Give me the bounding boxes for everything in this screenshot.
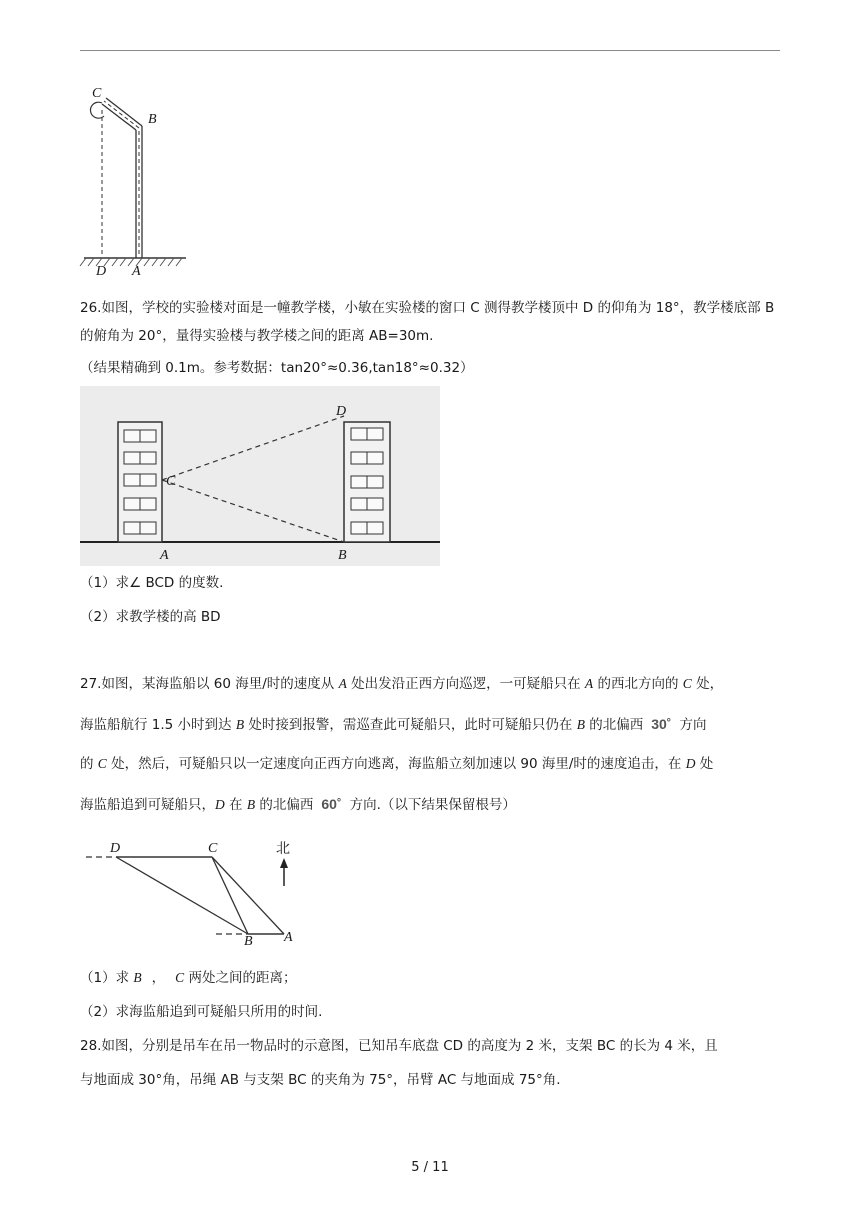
figure-q25	[78, 86, 198, 286]
q26-text: 26.如图，学校的实验楼对面是一幢教学楼，小敏在实验楼的窗口 C 测得教学楼顶中 D 的仰角为 18°，教学楼底部 B 的俯角为 20°，量得实验楼与教学楼之间的距离 AB=30m.	[80, 300, 775, 344]
fig26-label-b: B	[338, 548, 347, 563]
q27-line4: 海监船追到可疑船只，D 在 B 的北偏西 60˚ 方向.（以下结果保留根号）	[80, 796, 516, 813]
page-number: 5 / 11	[411, 1160, 449, 1175]
header-rule	[80, 50, 780, 51]
q26-note: （结果精确到 0.1m。参考数据：tan20°≈0.36,tan18°≈0.32）	[80, 360, 474, 376]
q26-sub2: （2）求教学楼的高 BD	[80, 609, 221, 625]
fig27-label-a: A	[284, 930, 293, 945]
angle-30: 30˚	[651, 716, 672, 732]
fig27-label-b: B	[244, 934, 253, 949]
fig26-label-d: D	[336, 404, 347, 419]
fig25-label-b: B	[148, 112, 157, 127]
fig26-label-a: A	[160, 548, 169, 563]
figure-q26	[80, 386, 440, 566]
q27-line3: 的 C 处，然后，可疑船只以一定速度向正西方向逃离，海监船立刻加速以 90 海里/时的速度追击，在 D 处	[80, 756, 714, 772]
q27-line2: 海监船航行 1.5 小时到达 B 处时接到报警，需巡查此可疑船只，此时可疑船只仍在 B 的北偏西 30˚ 方向	[80, 716, 707, 733]
fig25-label-c: C	[92, 86, 102, 101]
fig26-label-c: C	[166, 474, 176, 489]
fig25-label-d: D	[96, 264, 107, 279]
q28-line1: 28.如图，分别是吊车在吊一物品时的示意图，已知吊车底盘 CD 的高度为 2 米，支架 BC 的长为 4 米，且	[80, 1038, 718, 1054]
q26-sub1: （1）求∠ BCD 的度数.	[80, 575, 224, 591]
q27-line1: 27.如图，某海监船以 60 海里/时的速度从 A 处出发沿正西方向巡逻，一可疑船只在 A 的西北方向的 C 处，	[80, 676, 724, 692]
q27-sub1: （1）求 B ， C 两处之间的距离；	[80, 970, 297, 986]
angle-60: 60˚	[321, 796, 342, 812]
q27-sub2: （2）求海监船追到可疑船只所用的时间.	[80, 1004, 323, 1020]
fig25-label-a: A	[132, 264, 141, 279]
fig27-label-c: C	[208, 841, 218, 856]
fig27-label-d: D	[110, 841, 121, 856]
q28-line2: 与地面成 30°角，吊绳 AB 与支架 BC 的夹角为 75°，吊臂 AC 与地面成 75°角.	[80, 1072, 561, 1088]
north-label: 北	[276, 841, 290, 857]
